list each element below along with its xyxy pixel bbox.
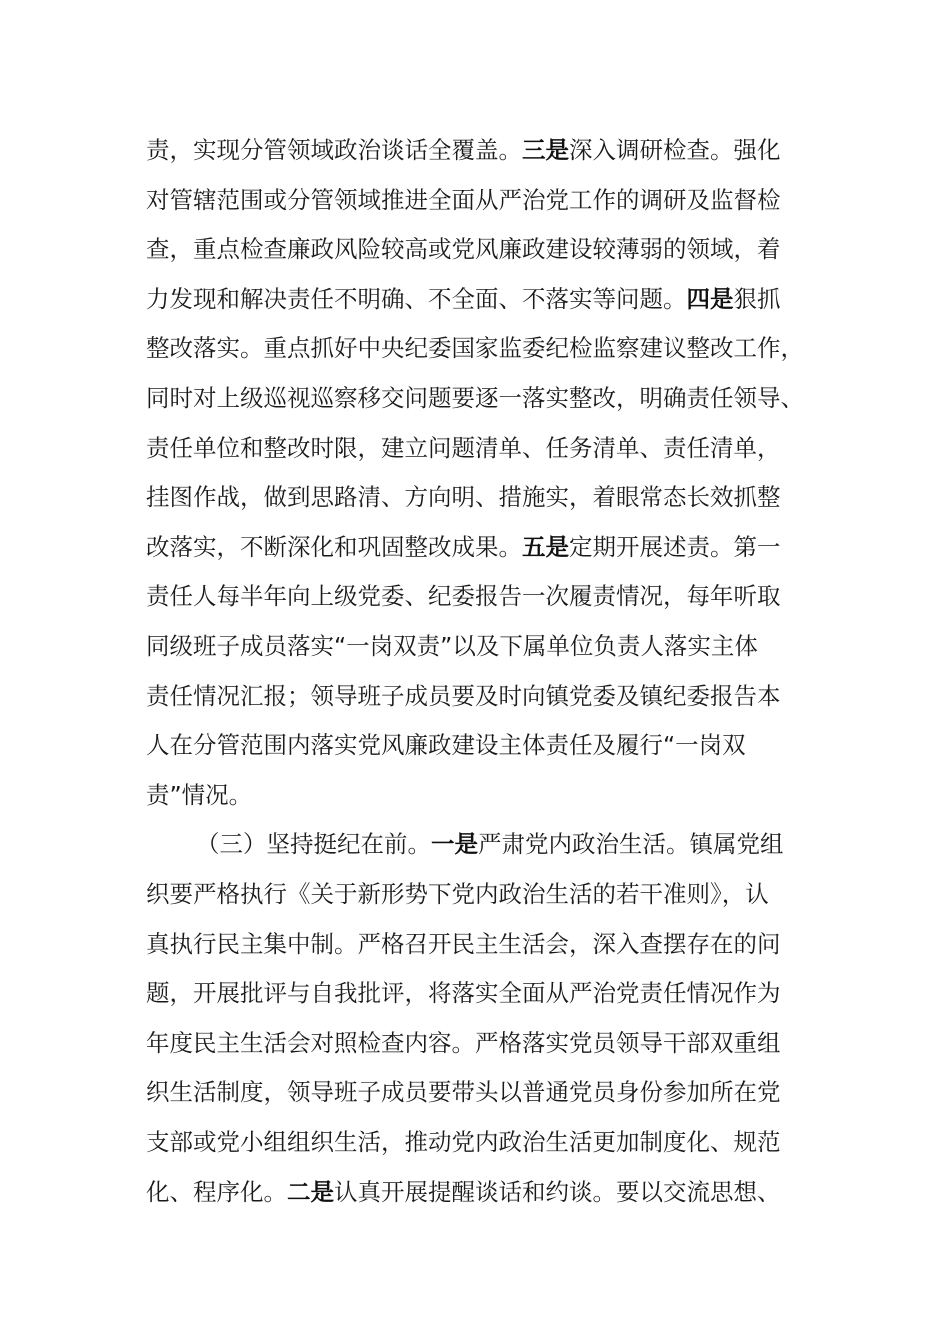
text-line: [146, 1122, 826, 1162]
text-line: [146, 428, 826, 468]
bold-marker: 二是: [287, 1177, 334, 1206]
text-segment: 整改落实。重点抓好中央纪委国家监委纪检监察建议整改工作，: [146, 334, 804, 363]
text-segment: 支部或党小组组织生活，推动党内政治生活更加制度化、规范: [146, 1128, 781, 1156]
text-line: [146, 1072, 826, 1112]
text-segment: 严肃党内政治生活。镇属党组: [478, 830, 784, 859]
text-line: [146, 378, 826, 418]
text-line: [196, 824, 876, 864]
text-segment: 责，实现分管领域政治谈话全覆盖。: [146, 136, 522, 164]
text-line: [146, 676, 826, 716]
text-segment: 狠抓: [733, 284, 781, 313]
text-segment: 对管辖范围或分管领域推进全面从严治党工作的调研及监督检: [146, 185, 781, 214]
text-segment: 查，重点检查廉政风险较高或党风廉政建设较薄弱的领域，着: [146, 235, 781, 264]
bold-marker: 五是: [522, 532, 569, 561]
text-segment: 定期开展述责。第一: [569, 532, 781, 561]
text-segment: 同时对上级巡视巡察移交问题要逐一落实整改，明确责任领导、: [146, 384, 804, 412]
text-line: [146, 527, 826, 567]
text-segment: 力发现和解决责任不明确、不全面、不落实等问题。: [146, 284, 687, 313]
text-segment: 织要严格执行《关于新形势下党内政治生活的若干准则》，认: [146, 880, 769, 908]
text-line: [146, 874, 826, 914]
text-line: [146, 229, 826, 269]
bold-marker: 一是: [431, 830, 478, 859]
text-line: [146, 328, 826, 368]
text-segment: 深入调研检查。强化: [569, 136, 781, 164]
text-segment: 化、程序化。: [146, 1177, 287, 1206]
text-line: [146, 279, 826, 319]
text-line: [146, 924, 826, 964]
text-segment: 人在分管范围内落实党风廉政建设主体责任及履行“一岗双: [146, 731, 746, 760]
text-line: [146, 130, 826, 170]
text-segment: 同级班子成员落实“一岗双责”以及下属单位负责人落实主体: [146, 632, 758, 660]
text-segment: 真执行民主集中制。严格召开民主生活会，深入查摆存在的问: [146, 929, 781, 958]
text-line: [146, 576, 826, 616]
text-segment: 年度民主生活会对照检查内容。严格落实党员领导干部双重组: [146, 1028, 781, 1057]
text-segment: 改落实，不断深化和巩固整改成果。: [146, 532, 522, 561]
text-line: [146, 775, 826, 815]
text-line: [146, 477, 826, 517]
text-line: [146, 725, 826, 765]
text-segment: 挂图作战，做到思路清、方向明、措施实，着眼常态长效抓整: [146, 483, 781, 512]
text-line: [146, 180, 826, 220]
text-line: [146, 1172, 826, 1212]
bold-marker: 四是: [686, 284, 734, 313]
text-line: [146, 973, 826, 1013]
text-segment: 责任单位和整改时限，建立问题清单、任务清单、责任清单，: [146, 433, 781, 462]
text-segment: （三）坚持挺纪在前。: [196, 830, 431, 859]
text-segment: 责”情况。: [146, 780, 253, 809]
bold-marker: 三是: [522, 136, 569, 164]
text-segment: 责任人每半年向上级党委、纪委报告一次履责情况，每年听取: [146, 582, 781, 611]
text-segment: 织生活制度，领导班子成员要带头以普通党员身份参加所在党: [146, 1078, 781, 1107]
text-segment: 认真开展提醒谈话和约谈。要以交流思想、: [334, 1177, 781, 1206]
text-line: [146, 626, 826, 666]
text-segment: 题，开展批评与自我批评，将落实全面从严治党责任情况作为: [146, 979, 781, 1008]
text-line: [146, 1023, 826, 1063]
text-segment: 责任情况汇报；领导班子成员要及时向镇党委及镇纪委报告本: [146, 681, 781, 710]
